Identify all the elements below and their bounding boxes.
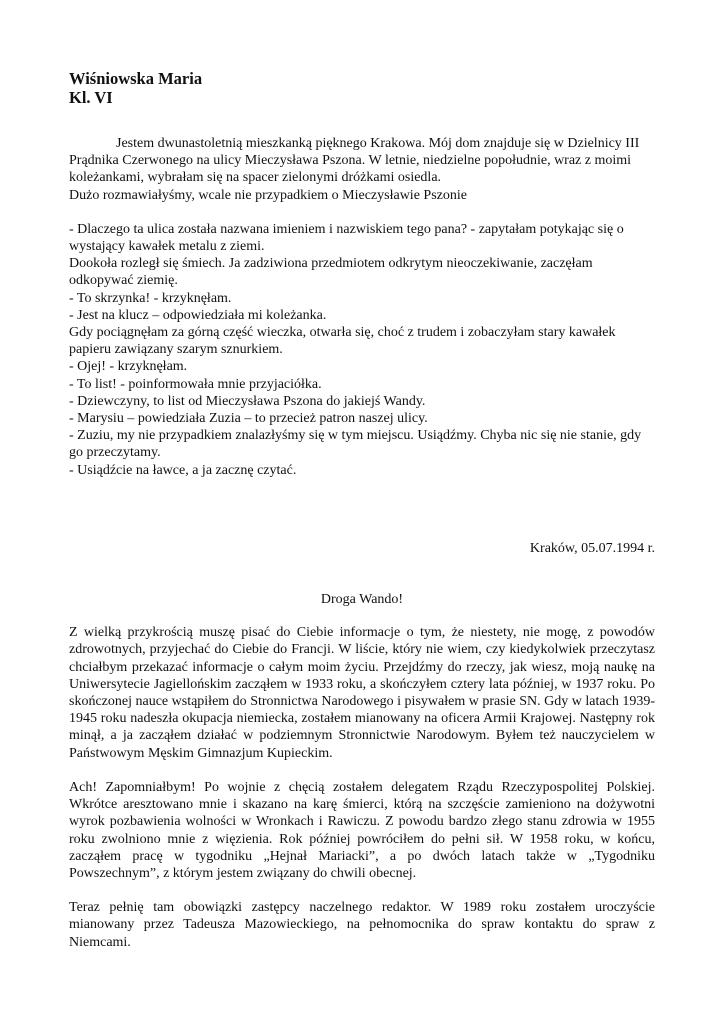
dialogue-line: Dookoła rozległ się śmiech. Ja zadziwiona przedmiotem odkrytym nieoczekiwanie, zaczęłam odkopywać ziemię. xyxy=(69,256,593,289)
letter-paragraph: Teraz pełnię tam obowiązki zastępcy naczelnego redaktor. W 1989 roku zostałem uroczyście mianowany przez Tadeusza Mazowieckiego, na pełnomocnika do spraw kontaktu do spraw z Niemcami. xyxy=(69,900,655,950)
letter-paragraph: Ach! Zapomniałbym! Po wojnie z chęcią zostałem delegatem Rządu Rzeczypospolitej Polskiej. Wkrótce aresztowano mnie i skazano na karę śmierci, którą na szczęście zamieniono na dożywotni wyrok pozbawienia wolności w Wronkach i Rawiczu. Z powodu bardzo złego stanu zdrowia w 1955 roku zwolniono mnie z więzienia. Rok później powróciłem do pełni sił. W 1958 roku, w końcu, zacząłem pracę w tygodniku „Hejnał Mariacki”, a po dwóch latach także w „Tygodniku Powszechnym”, z którym jestem związany do chwili obecnej. xyxy=(69,779,655,881)
story-section xyxy=(69,135,655,479)
dialogue-line: - To list! - poinformowała mnie przyjaciółka. xyxy=(69,376,322,392)
letter-place-date: Kraków, 05.07.1994 r. xyxy=(529,540,655,556)
dialogue-line: - Marysiu – powiedziała Zuzia – to przecież patron naszej ulicy. xyxy=(69,411,428,427)
dialogue-line: - Usiądźcie na ławce, a ja zacznę czytać. xyxy=(69,462,297,478)
dialogue-line: - Jest na klucz – odpowiedziała mi koleżanka. xyxy=(69,307,327,323)
dialogue-line: Gdy pociągnęłam za górną część wieczka, otwarła się, choć z trudem i zobaczyłam stary kawałek papieru zawiązany szarym sznurkiem. xyxy=(69,325,616,358)
letter-body xyxy=(69,624,655,950)
paragraph-gap xyxy=(69,204,655,221)
dialogue-line: - To skrzynka! - krzyknęłam. xyxy=(69,290,232,306)
author-class: Kl. VI xyxy=(69,88,113,107)
author-name: Wiśniowska Maria xyxy=(69,69,203,88)
dialogue-line: - Dlaczego ta ulica została nazwana imieniem i nazwiskiem tego pana? - zapytałam potykając się o wystający kawałek metalu z ziemi. xyxy=(69,221,624,255)
dialogue-line: - Dziewczyny, to list od Mieczysława Pszona do jakiejś Wandy. xyxy=(69,393,426,409)
letter-greeting: Droga Wando! xyxy=(320,592,404,608)
dialogue-line: - Zuziu, my nie przypadkiem znalazłyśmy się w tym miejscu. Usiądźmy. Chyba nic się nie stanie, gdy go przeczytamy. xyxy=(69,428,642,461)
story-intro-paragraph: Jestem dwunastoletnią mieszkanką pięknego Krakowa. Mój dom znajduje się w Dzielnicy III Prądnika Czerwonego na ulicy Mieczysława Pszona. W letnie, niedzielne popołudnie, wraz z moimi koleżankami, wybrałam się na spacer zielonymi dróżkami osiedla. xyxy=(69,136,640,186)
letter-paragraph: Z wielką przykrością muszę pisać do Ciebie informacje o tym, że niestety, nie mogę, z powodów zdrowotnych, przyjechać do Ciebie do Francji. W liście, który nie wiem, czy kiedykolwiek przeczytasz chciałbym przekazać informacje o całym moim życiu. Przejdźmy do rzeczy, jak wiesz, moją naukę na Uniwersytecie Jagiellońskim zacząłem w 1933 roku, a skończyłem cztery lata później, w 1937 roku. Po skończonej nauce wstąpiłem do Stronnictwa Narodowego i pisywałem w prasie SN. Gdy w latach 1939-1945 roku nadeszła okupacja niemiecka, zostałem mianowany na oficera Armii Krajowej. Następny rok minął, a ja zacząłem działać w podziemnym Stronnictwie Narodowym. Byłem też nauczycielem w Państwowym Męskim Gimnazjum Kupieckim. xyxy=(69,625,655,761)
document-page xyxy=(69,69,655,968)
dialogue-line: - Ojej! - krzyknęłam. xyxy=(69,359,188,375)
story-intro-line: Dużo rozmawiałyśmy, wcale nie przypadkiem o Mieczysławie Pszonie xyxy=(69,187,467,203)
